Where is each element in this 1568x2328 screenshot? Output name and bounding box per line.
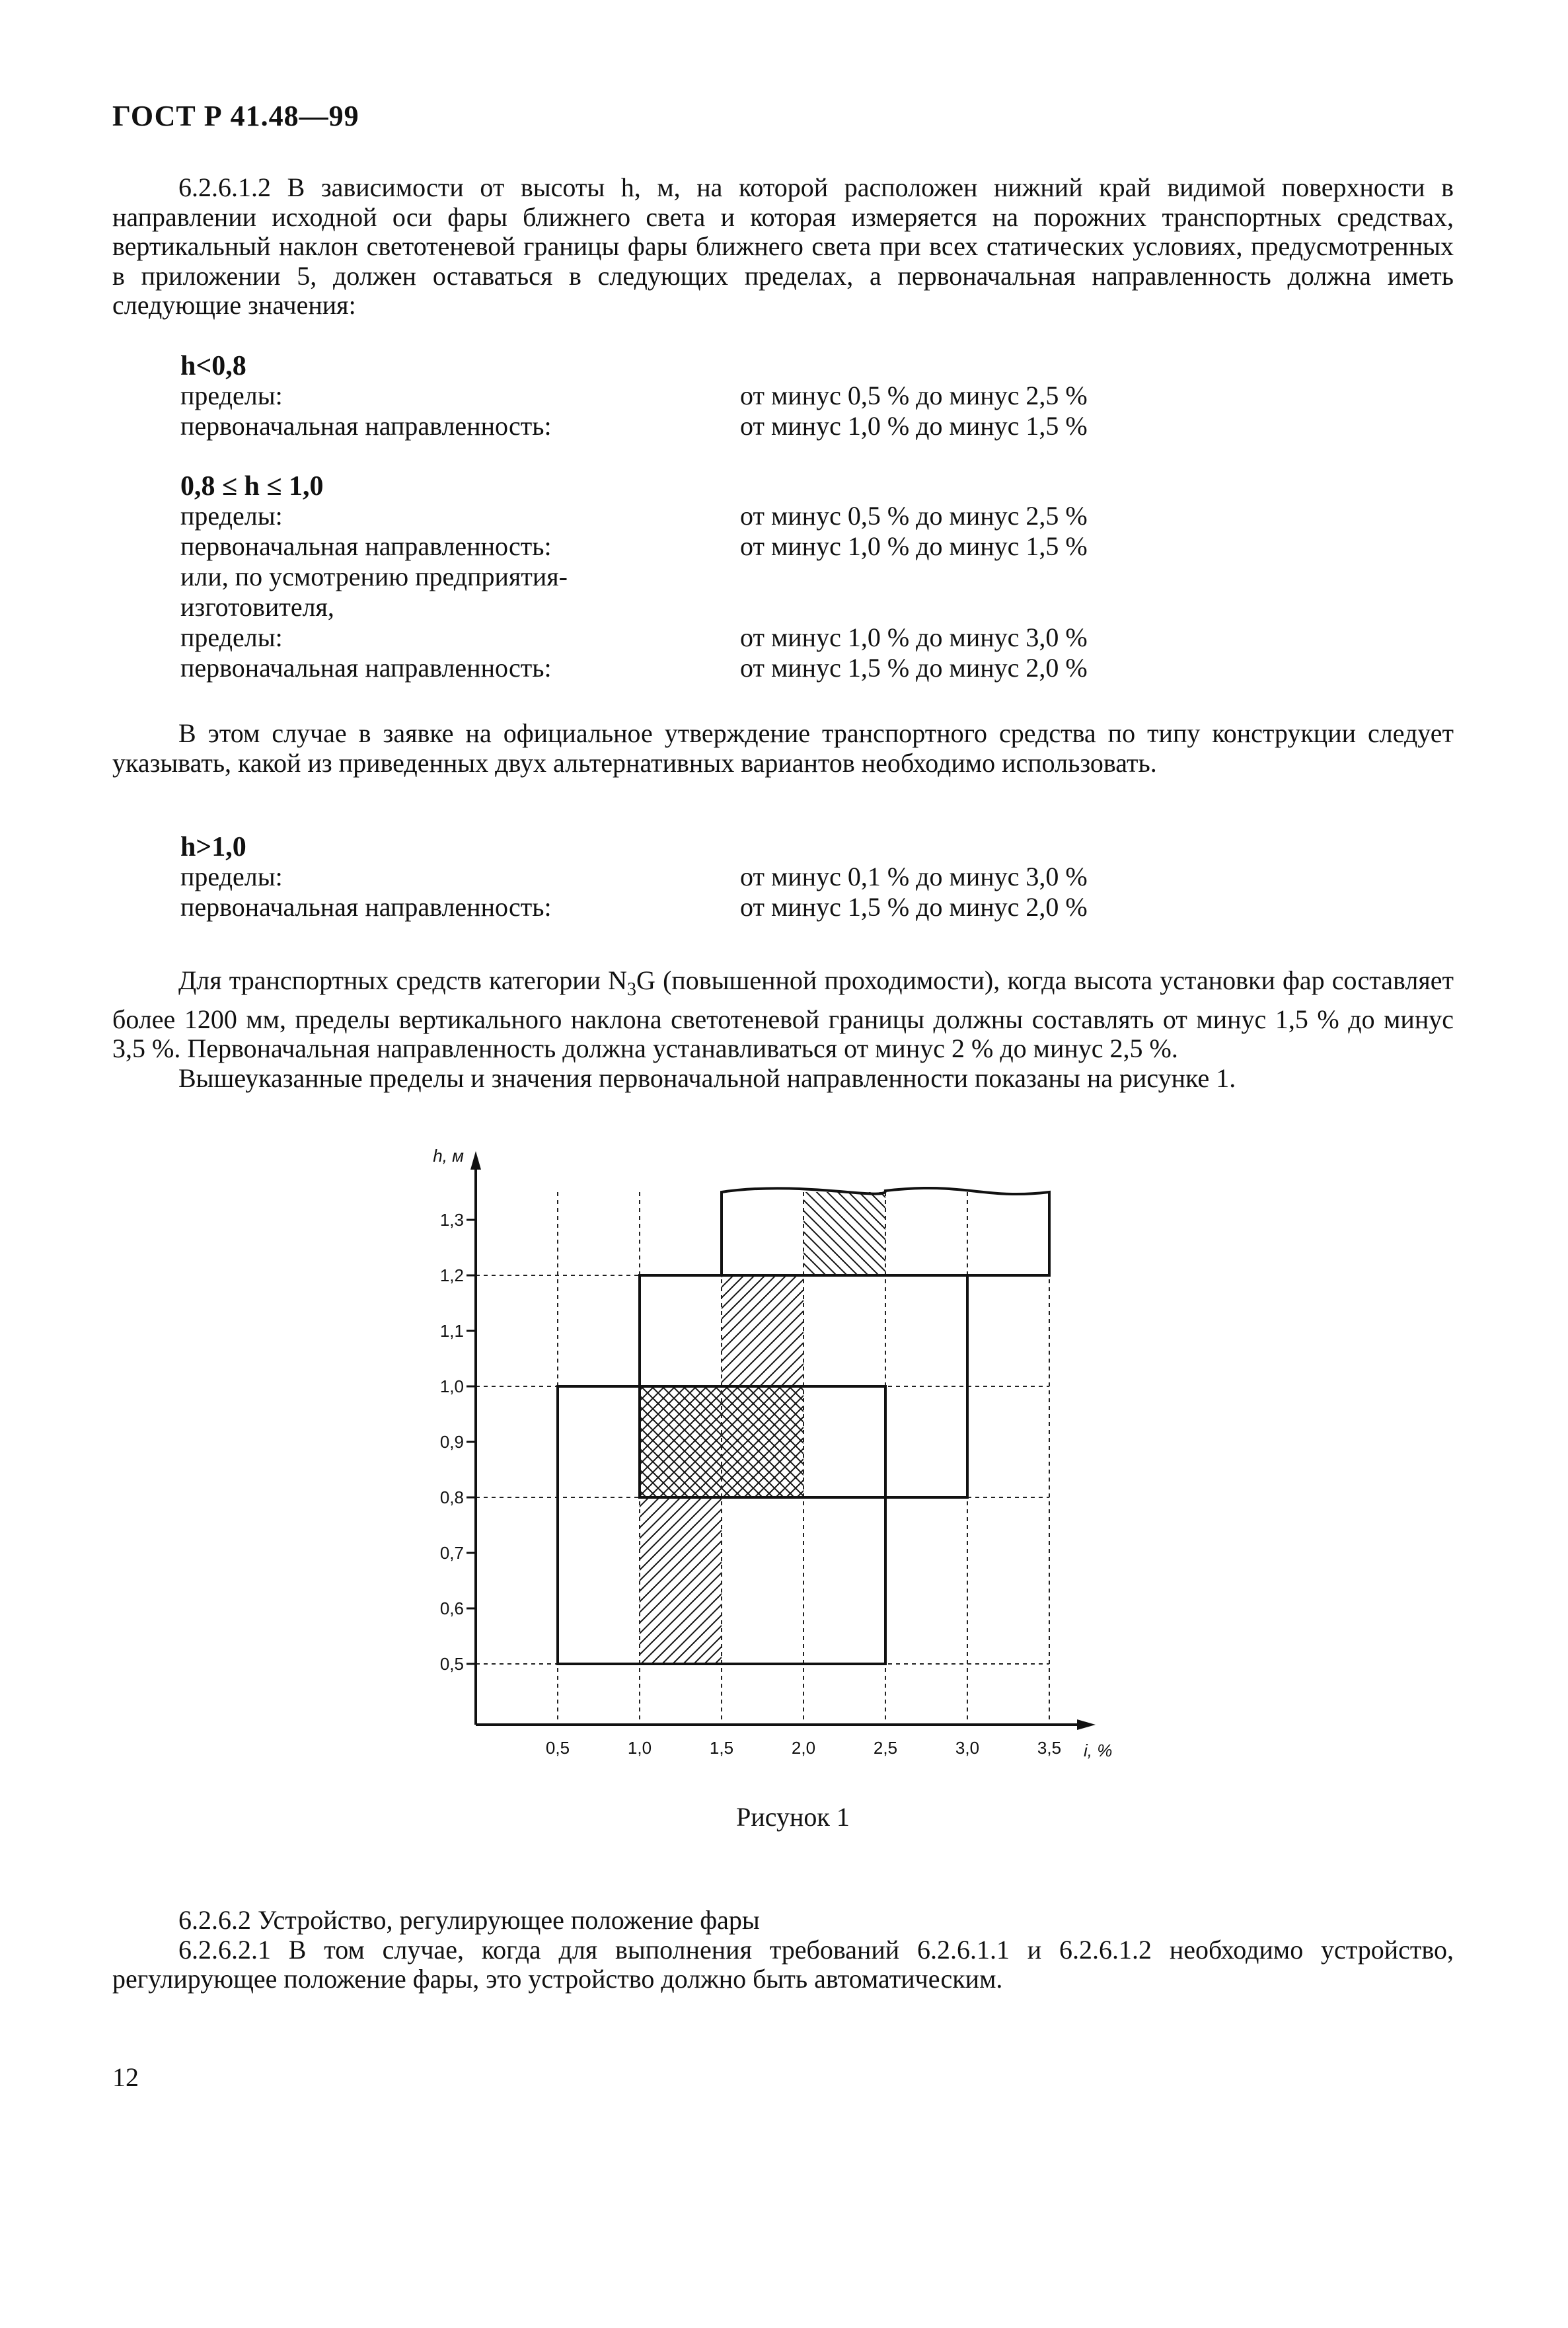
n3g-text-after: G (повышенной проходимости), когда высота установки фар составляет более 1200 мм, пределы вертикального наклона светотеневой границы должны составлять от минус 1,5 % до минус 3,5 %. Первоначальная направленность должна устанавливаться от минус 2 % до минус 2,5 %. (112, 965, 1454, 1063)
y-tick-label: 0,6 (439, 1598, 464, 1618)
spec-value: от минус 1,0 % до минус 1,5 % (740, 531, 1088, 561)
spec-label: пределы: (180, 862, 283, 891)
n3g-subscript: 3 (627, 979, 637, 1000)
aim-region (640, 1386, 722, 1497)
spec-row (180, 592, 1370, 622)
y-tick-label: 0,8 (439, 1487, 464, 1507)
n3g-paragraph-block (112, 966, 1454, 1093)
document-header: ГОСТ Р 41.48—99 (112, 100, 359, 132)
x-tick-label: 3,0 (955, 1738, 980, 1758)
x-tick-label: 3,5 (1037, 1738, 1062, 1758)
section-6262-heading: 6.2.6.2 Устройство, регулирующее положение фары (178, 1905, 760, 1935)
spec-label: изготовителя, (180, 592, 334, 622)
spec-label: или, по усмотрению предприятия- (180, 562, 568, 591)
spec-row (180, 892, 1370, 922)
spec-value: от минус 0,1 % до минус 3,0 % (740, 862, 1088, 891)
spec-label: первоначальная направленность: (180, 892, 552, 922)
spec-label: пределы: (180, 622, 283, 652)
alternatives-note-block (112, 719, 1454, 778)
case-h-greater-1-0 (180, 831, 1370, 922)
spec-value: от минус 1,0 % до минус 3,0 % (740, 622, 1088, 652)
x-axis-arrow (1077, 1719, 1096, 1730)
spec-label: пределы: (180, 381, 283, 410)
spec-value: от минус 0,5 % до минус 2,5 % (740, 501, 1088, 531)
y-tick-label: 0,7 (439, 1543, 464, 1563)
aim-region (803, 1192, 885, 1275)
spec-value: от минус 1,0 % до минус 1,5 % (740, 411, 1088, 441)
case-condition: 0,8 ≤ h ≤ 1,0 (180, 471, 324, 502)
y-tick-label: 1,0 (439, 1376, 464, 1396)
section-6262-block (112, 1906, 1454, 1994)
aim-region (640, 1497, 722, 1664)
spec-row (180, 501, 1370, 531)
y-tick-label: 1,1 (439, 1321, 464, 1341)
figure-1 (410, 1123, 1137, 1774)
y-tick-label: 0,5 (439, 1654, 464, 1674)
y-tick-label: 0,9 (439, 1432, 464, 1452)
x-tick-label: 2,5 (873, 1738, 898, 1758)
page-number: 12 (112, 2062, 139, 2092)
figure-caption: Рисунок 1 (736, 1802, 850, 1832)
y-tick-label: 1,3 (439, 1210, 464, 1230)
y-axis-arrow (470, 1151, 481, 1170)
spec-label: пределы: (180, 501, 283, 531)
case-condition: h<0,8 (180, 351, 246, 381)
y-axis-label: h, м (433, 1146, 464, 1166)
spec-label: первоначальная направленность: (180, 531, 552, 561)
spec-value: от минус 0,5 % до минус 2,5 % (740, 381, 1088, 410)
alternatives-note: В этом случае в заявке на официальное утверждение транспортного средства по типу конструкции следует указывать, какой из приведенных двух альтернативных вариантов необходимо использовать. (112, 718, 1454, 778)
case-h-0-8-to-1-0 (180, 470, 1370, 683)
y-tick-label: 1,2 (439, 1265, 464, 1285)
spec-row (180, 411, 1370, 441)
spec-label: первоначальная направленность: (180, 411, 552, 441)
spec-row (180, 862, 1370, 892)
figure-1-chart (410, 1123, 1137, 1771)
intro-paragraph: 6.2.6.1.2 В зависимости от высоты h, м, на которой расположен нижний край видимой поверхности в направлении исходной оси фары ближнего света и которая измеряется на порожних транспортных средствах, вертикальный наклон светотеневой границы фары ближнего света при всех статических условиях, предусмотренных в приложении 5, должен оставаться в следующих пределах, а первоначальная направленность должна иметь следующие значения: (112, 172, 1454, 320)
n3g-paragraph (112, 966, 1454, 1064)
x-tick-label: 0,5 (545, 1738, 570, 1758)
x-axis-label: i, % (1084, 1741, 1113, 1760)
n3g-text-before: Для транспортных средств категории N (178, 965, 628, 995)
case-h-less-0-8 (180, 350, 1370, 441)
x-tick-label: 1,5 (709, 1738, 734, 1758)
spec-row (180, 653, 1370, 683)
spec-row (180, 531, 1370, 562)
spec-row (180, 622, 1370, 653)
spec-row (180, 381, 1370, 411)
case-condition: h>1,0 (180, 832, 246, 862)
spec-label: первоначальная направленность: (180, 653, 552, 683)
figure-reference: Вышеуказанные пределы и значения первоначальной направленности показаны на рисунке 1. (178, 1063, 1236, 1093)
x-tick-label: 1,0 (627, 1738, 652, 1758)
aim-region (722, 1386, 803, 1497)
spec-value: от минус 1,5 % до минус 2,0 % (740, 653, 1088, 683)
spec-row (180, 562, 1370, 592)
section-62621-paragraph: 6.2.6.2.1 В том случае, когда для выполнения требований 6.2.6.1.1 и 6.2.6.1.2 необходимо устройство, регулирующее положение фары, это устройство должно быть автоматическим. (112, 1934, 1454, 1994)
aim-region (722, 1275, 803, 1386)
spec-value: от минус 1,5 % до минус 2,0 % (740, 892, 1088, 922)
x-tick-label: 2,0 (791, 1738, 816, 1758)
intro-paragraph-block (112, 173, 1454, 320)
